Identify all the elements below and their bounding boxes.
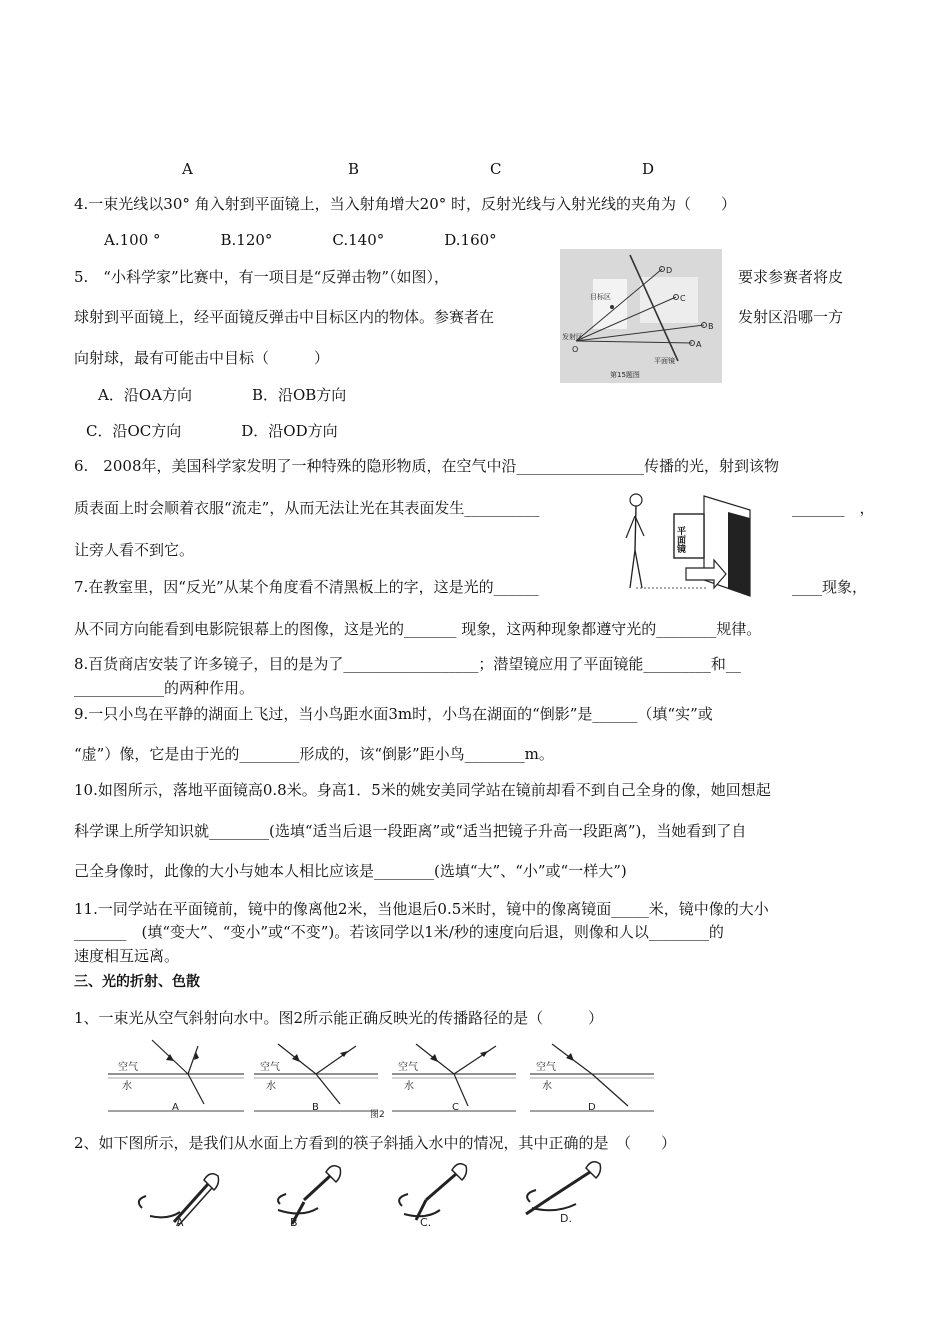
q5-figure-caption: 第15题图 (610, 371, 640, 379)
mirror-label: 平面镜 (654, 357, 675, 365)
q5-options-cd: C．沿OC方向 D．沿OD方向 (86, 422, 338, 440)
q6-line3: 让旁人看不到它。 (74, 541, 195, 559)
periscope-label: 平面镜 (675, 526, 685, 553)
refraction-figure (98, 1026, 668, 1118)
q3-option-d: D (642, 160, 655, 178)
q9-line2: “虚”）像，它是由于光的________形成的，该“倒影”距小鸟________m。 (74, 745, 554, 763)
launch-zone-label: 发射区 (562, 333, 583, 341)
q7-line2: 从不同方向能看到电影院银幕上的图像，这是光的_______ 现象，这两种现象都遵守光的________规律。 (74, 620, 762, 638)
q5-line1-right: 要求参赛者将皮 (738, 268, 844, 286)
panel-b (254, 1044, 378, 1113)
panel-b-air-label: 空气 (260, 1062, 280, 1073)
target-zone-label: 目标区 (590, 293, 611, 301)
chopstick-d-label: D. (560, 1212, 572, 1225)
periscope-figure (622, 488, 780, 600)
q7-line1-left: 7.在教室里，因“反光”从某个角度看不清黑板上的字，这是光的______ (74, 578, 539, 596)
origin-label: O (572, 345, 579, 354)
q11-line2: _______ (填“变大”、“变小”或“不变”)。若该同学以1米/秒的速度向后退，则像和人以________的 (74, 923, 724, 941)
panel-c-water-label: 水 (404, 1081, 414, 1092)
q10-line2: 科学课上所学知识就________(选填“适当后退一段距离”或“适当把镜子升高一段距离”)，当她看到了自 (74, 822, 747, 840)
q8-line2: ____________的两种作用。 (74, 679, 255, 697)
panel-c-air-label: 空气 (398, 1062, 418, 1073)
chopstick-panel-c (399, 1164, 466, 1229)
point-b-label: B (708, 322, 714, 331)
q5-options-ab: A．沿OA方向 B．沿OB方向 (98, 386, 347, 404)
q11-line3: 速度相互远离。 (74, 947, 180, 965)
chopstick-panel-d (526, 1162, 601, 1225)
panel-a-air-label: 空气 (118, 1062, 138, 1073)
panel-d-water-label: 水 (542, 1081, 552, 1092)
q5-line3: 向射球，最有可能击中目标（ ） (74, 349, 330, 367)
q11-line1: 11.一同学站在平面镜前，镜中的像离他2米，当他退后0.5米时，镜中的像离镜面_____米，镜中像的大小 (74, 900, 769, 918)
q7-line1-right: ____现象， (792, 578, 868, 596)
panel-b-water-label: 水 (266, 1081, 276, 1092)
point-a-label: A (696, 340, 702, 349)
q3-option-a: A (182, 160, 193, 178)
point-c-label: C (680, 294, 686, 303)
panel-b-label: B (312, 1102, 319, 1113)
q4-options: A.100 ° B.120° C.140° D.160° (104, 231, 497, 249)
section3-title: 三、光的折射、色散 (74, 974, 200, 990)
q5-line2-left: 球射到平面镜上，经平面镜反弹击中目标区内的物体。参赛者在 (74, 308, 495, 326)
person-head (630, 494, 642, 506)
q3-option-c: C (490, 160, 502, 178)
panel-a (108, 1040, 244, 1113)
q5-line1-left: 5. “小科学家”比赛中，有一项目是“反弹击物”（如图）， (74, 268, 449, 286)
q5-figure (560, 249, 722, 383)
q3-option-b: B (348, 160, 360, 178)
q8-line1: 8.百货商店安装了许多镜子，目的是为了__________________；潜望镜应用了平面镜能_________和__ (74, 655, 741, 673)
q9-line1: 9.一只小鸟在平静的湖面上飞过，当小鸟距水面3m时，小鸟在湖面的“倒影”是______（填“实”或 (74, 705, 713, 723)
panel-c-label: C (452, 1102, 459, 1113)
r1-stem: 1、一束光从空气斜射向水中。图2所示能正确反映光的传播路径的是（ ） (74, 1009, 604, 1027)
r2-stem: 2、如下图所示，是我们从水面上方看到的筷子斜插入水中的情况，其中正确的是 （ ） (74, 1134, 677, 1152)
panel-a-water-label: 水 (122, 1081, 132, 1092)
point-d-label: D (666, 266, 673, 275)
chopstick-a-label: A (176, 1216, 184, 1229)
q10-line1: 10.如图所示，落地平面镜高0.8米。身高1．5米的姚安美同学站在镜前却看不到自己全身的像，她回想起 (74, 781, 771, 799)
q4-stem: 4.一束光线以30° 角入射到平面镜上，当入射角增大20° 时，反射光线与入射光线的夹角为（ ） (74, 195, 737, 213)
hand-d-icon (586, 1162, 601, 1178)
panel-a-label: A (172, 1102, 179, 1113)
target-zone (593, 279, 627, 329)
chopstick-panel-a (139, 1174, 219, 1229)
panel-d (530, 1044, 654, 1113)
chopsticks-figure (130, 1160, 650, 1230)
q10-line3: 己全身像时，此像的大小与她本人相比应该是________(选填“大”、“小”或“一样大”) (74, 862, 627, 880)
q6-line1: 6. 2008年，美国科学家发明了一种特殊的隐形物质，在空气中沿_________________传播的光，射到该物 (74, 457, 779, 475)
q6-line2-right: _______ ， (792, 499, 875, 517)
chopstick-b-label: B (290, 1216, 298, 1229)
panel-d-air-label: 空气 (536, 1062, 556, 1073)
q5-line2-right: 发射区沿哪一方 (738, 308, 844, 326)
q6-line2-left: 质表面上时会顺着衣服“流走”，从而无法让光在其表面发生__________ (74, 499, 540, 517)
figure2-caption: 图2 (370, 1110, 385, 1118)
chopstick-c-label: C. (420, 1216, 432, 1229)
panel-c (392, 1044, 516, 1113)
chopstick-panel-b (278, 1166, 341, 1229)
panel-d-label: D (588, 1102, 596, 1113)
